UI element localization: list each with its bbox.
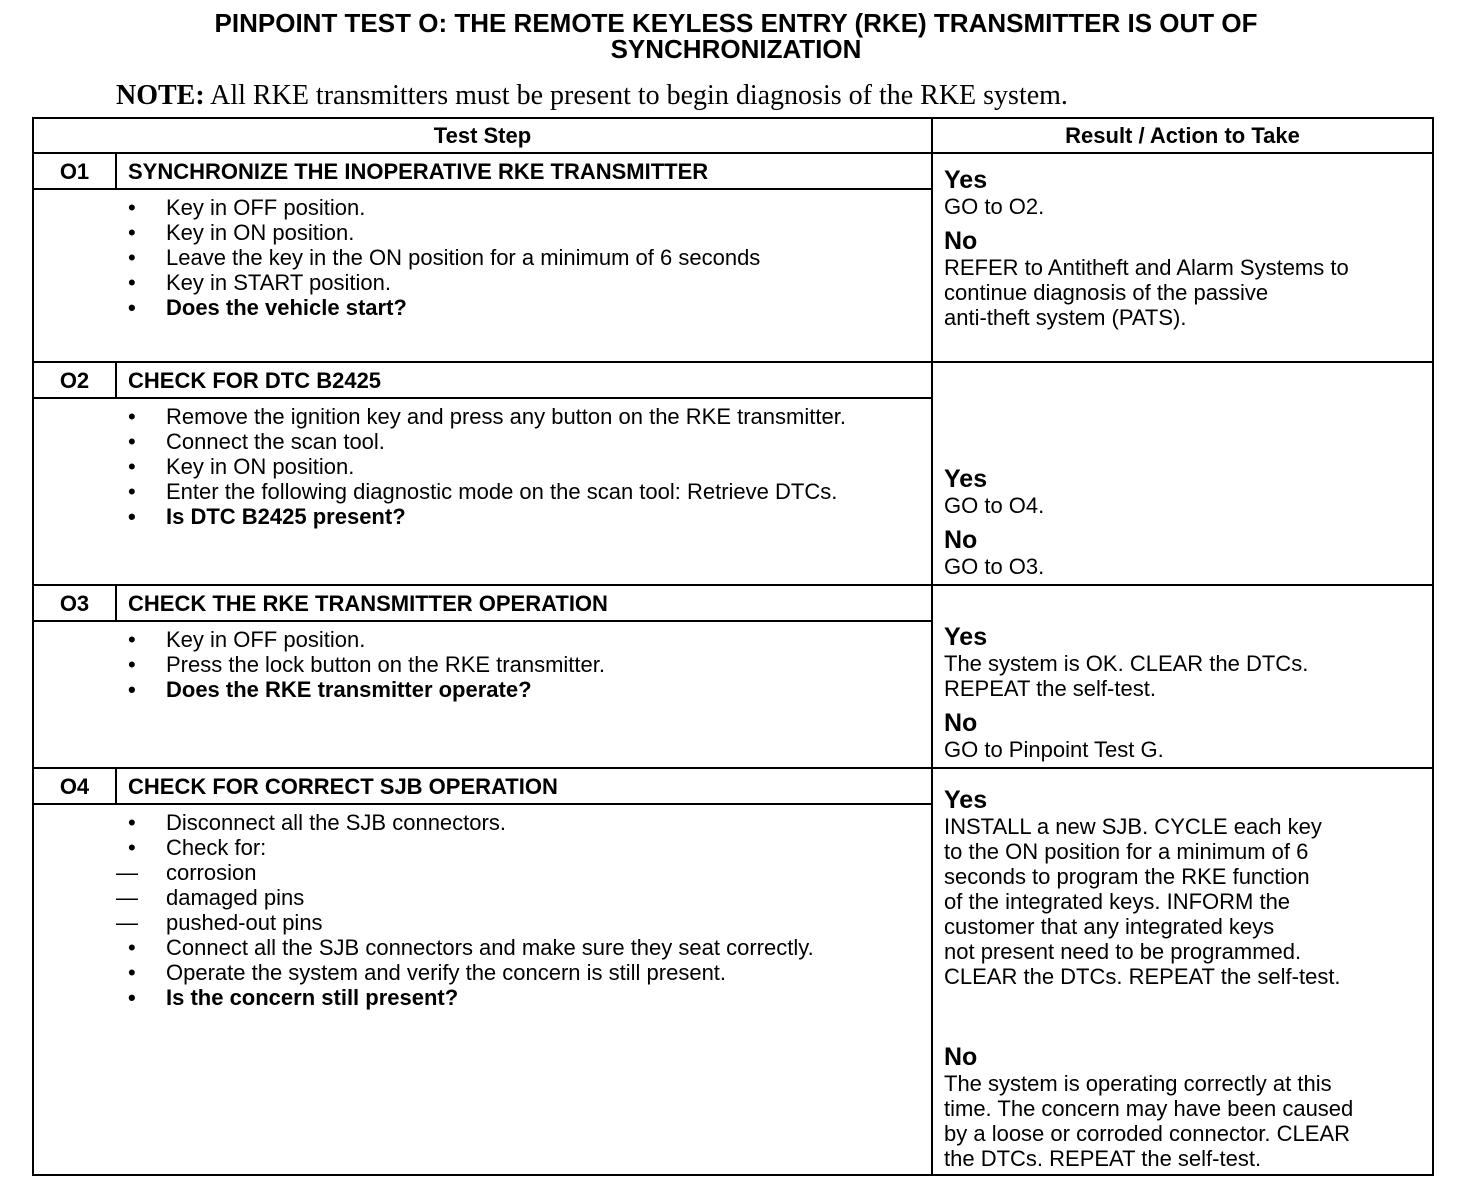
- step-item: • Key in OFF position.: [116, 627, 926, 652]
- no-label: No: [944, 227, 978, 255]
- step-item: • Press the lock button on the RKE transmitter.: [116, 652, 926, 677]
- step-question: • Does the vehicle start?: [116, 295, 926, 320]
- step-question: • Is the concern still present?: [116, 985, 826, 1010]
- no-action: REFER to Antitheft and Alarm Systems to continue diagnosis of the passive anti-theft system (PATS).: [944, 255, 1349, 330]
- id-divider: [115, 767, 117, 805]
- step-items: [116, 404, 876, 529]
- yes-label: Yes: [944, 166, 988, 194]
- yes-action: The system is OK. CLEAR the DTCs. REPEAT the self-test.: [944, 651, 1309, 701]
- step-item: • Key in ON position.: [116, 454, 876, 479]
- yes-action: INSTALL a new SJB. CYCLE each key to the ON position for a minimum of 6 seconds to program the RKE function of the integrated keys. INFORM the customer that any integrated keys not present need to be programmed. CLEAR the DTCs. REPEAT the self-test.: [944, 814, 1341, 989]
- step-item: • Remove the ignition key and press any button on the RKE transmitter.: [116, 404, 876, 429]
- step-title-divider: [32, 620, 932, 622]
- step-title: SYNCHRONIZE THE INOPERATIVE RKE TRANSMITTER: [128, 159, 709, 184]
- step-title: CHECK FOR CORRECT SJB OPERATION: [128, 774, 558, 799]
- no-action: GO to O3.: [944, 554, 1045, 579]
- page-title-line2: SYNCHRONIZATION: [610, 34, 862, 64]
- note-label: NOTE:: [116, 80, 205, 111]
- step-id: O2: [59, 368, 90, 393]
- no-label: No: [944, 709, 978, 737]
- step-item-text: Check for:: [166, 835, 267, 860]
- id-divider: [115, 152, 117, 190]
- step-items: [116, 195, 926, 320]
- note-text: All RKE transmitters must be present to begin diagnosis of the RKE system.: [204, 80, 1068, 111]
- table-border-top: [32, 117, 1434, 119]
- step-id: O4: [59, 774, 90, 799]
- step-item: • Operate the system and verify the concern is still present.: [116, 960, 826, 985]
- result-block: [944, 623, 1429, 762]
- step-id: O3: [59, 591, 90, 616]
- id-divider: [115, 584, 117, 622]
- table-border-right: [1432, 117, 1434, 1176]
- step-title: CHECK THE RKE TRANSMITTER OPERATION: [128, 591, 608, 616]
- step-item: • Enter the following diagnostic mode on the scan tool: Retrieve DTCs.: [116, 479, 876, 504]
- step-title-divider: [32, 188, 932, 190]
- no-label: No: [944, 1043, 978, 1071]
- step-title: CHECK FOR DTC B2425: [128, 368, 382, 393]
- id-divider: [115, 361, 117, 399]
- sub-items: [116, 860, 826, 935]
- no-label: No: [944, 526, 978, 554]
- step-question: • Is DTC B2425 present?: [116, 504, 876, 529]
- step-id: O1: [59, 159, 90, 184]
- result-block-no: [944, 1043, 1429, 1171]
- sub-item: — corrosion: [116, 860, 826, 885]
- no-action: The system is operating correctly at this time. The concern may have been caused by a loose or corroded connector. CLEAR the DTCs. REPEAT the self-test.: [944, 1071, 1354, 1171]
- sub-item: — pushed-out pins: [116, 910, 826, 935]
- step-item: • Key in START position.: [116, 270, 926, 295]
- yes-action: GO to O4.: [944, 493, 1045, 518]
- note: [116, 80, 1068, 112]
- column-divider: [931, 117, 933, 1176]
- step-item: • Connect the scan tool.: [116, 429, 876, 454]
- yes-action: GO to O2.: [944, 194, 1045, 219]
- step-item: • Leave the key in the ON position for a minimum of 6 seconds: [116, 245, 926, 270]
- row-divider: [32, 767, 1434, 769]
- yes-label: Yes: [944, 465, 988, 493]
- step-title-divider: [32, 397, 932, 399]
- table-border-left: [32, 117, 34, 1176]
- yes-label: Yes: [944, 786, 988, 814]
- step-item: • Key in ON position.: [116, 220, 926, 245]
- step-item: • Disconnect all the SJB connectors.: [116, 810, 826, 835]
- result-block: [944, 786, 1429, 989]
- step-items: [116, 627, 926, 702]
- header-divider: [32, 152, 1434, 154]
- step-item: • Key in OFF position.: [116, 195, 926, 220]
- yes-label: Yes: [944, 623, 988, 651]
- header-test-step: Test Step: [433, 123, 532, 148]
- table-border-bottom: [32, 1174, 1434, 1176]
- result-block: [944, 166, 1429, 330]
- sub-item: — damaged pins: [116, 885, 826, 910]
- step-item: [116, 835, 826, 935]
- no-action: GO to Pinpoint Test G.: [944, 737, 1164, 762]
- header-result: Result / Action to Take: [1065, 123, 1300, 148]
- row-divider: [32, 361, 1434, 363]
- page-title: PINPOINT TEST O: THE REMOTE KEYLESS ENTRY (RKE) TRANSMITTER IS OUT OF: [214, 8, 1258, 38]
- step-title-divider: [32, 803, 932, 805]
- step-items: [116, 810, 826, 1010]
- step-question: • Does the RKE transmitter operate?: [116, 677, 926, 702]
- result-block: [944, 465, 1429, 579]
- row-divider: [32, 584, 1434, 586]
- step-item: • Connect all the SJB connectors and make sure they seat correctly.: [116, 935, 826, 960]
